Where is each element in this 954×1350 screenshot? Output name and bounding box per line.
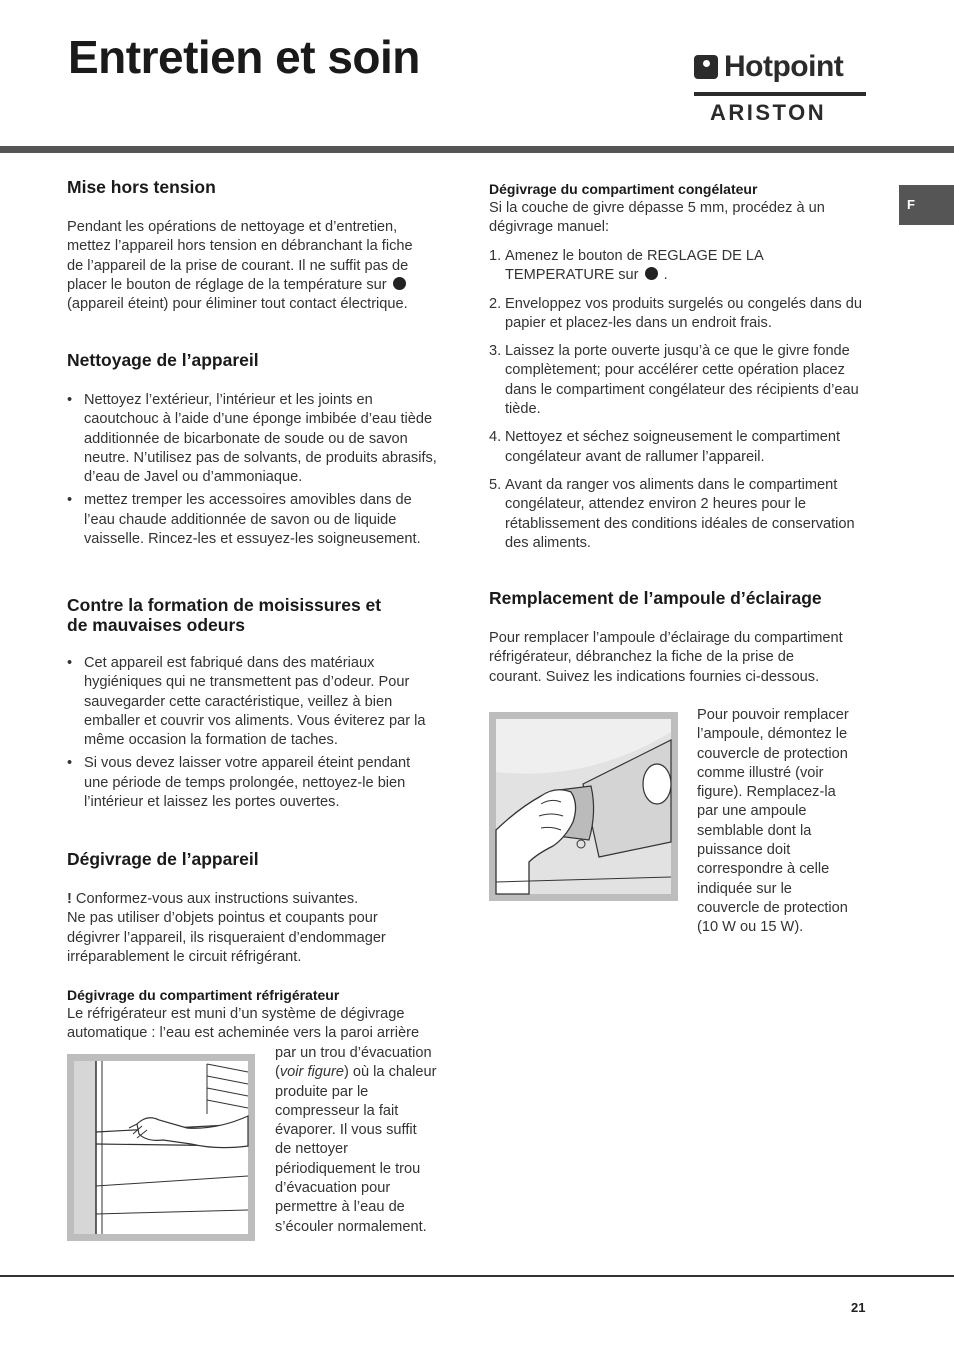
text-line: par un trou d’évacuation xyxy=(275,1045,432,1061)
list-item: 3. Laissez la porte ouverte jusqu’à ce que le givre fonde complètement; pour accélérer cette opération placez dans le compartiment congélateur des récipients d’eau tiède. xyxy=(489,343,859,418)
text-line: comme illustré (voir xyxy=(697,764,824,781)
text-line: couvercle de protection xyxy=(697,745,848,762)
text-line: réfrigérateur, débranchez la fiche de la prise de xyxy=(489,649,795,666)
text-line: produite par le xyxy=(275,1083,369,1100)
warning-icon: ! xyxy=(67,891,72,907)
list-item: • Si vous devez laisser votre appareil éteint pendant une période de temps prolongée, nettoyez-le bien l’intérieur et laissez les portes ouvertes. xyxy=(67,754,437,812)
list-item: 2. Enveloppez vos produits surgelés ou congelés dans du papier et placez-les dans un endroit frais. xyxy=(489,295,862,331)
text-line: périodiquement le trou xyxy=(275,1160,421,1177)
text-line: dégivrer l’appareil, ils risqueraient d’endommager xyxy=(67,929,386,946)
moisissures-list xyxy=(67,654,437,816)
bulb-figure xyxy=(489,712,678,901)
text-line: (voir figure) où la chaleur xyxy=(275,1064,437,1081)
logo-sub: ARISTON xyxy=(710,100,827,125)
list-item: 4. Nettoyez et séchez soigneusement le compartiment congélateur avant de rallumer l’appareil. xyxy=(489,429,841,465)
text-line: (appareil éteint) pour éliminer tout contact électrique. xyxy=(67,296,408,313)
drain-side-text xyxy=(275,1044,455,1237)
text-line: indiquée sur le xyxy=(697,880,792,897)
mise-hors-tension-text xyxy=(67,218,447,314)
warning-line: ! Conformez-vous aux instructions suivantes. xyxy=(67,891,359,907)
text-line: semblable dont la xyxy=(697,822,812,839)
list-item: • Nettoyez l’extérieur, l’intérieur et les joints en caoutchouc à l’aide d’une éponge imbibée d’eau tiède additionnée de bicarbonate de soude ou de savon neutre. N’utilisez pas de solvants, de produits abrasifs, d’eau de Javel ou d’ammoniaque. xyxy=(67,391,445,487)
text-line: s’écouler normalement. xyxy=(275,1218,427,1235)
text-line: d’évacuation pour xyxy=(275,1180,391,1197)
page-number: 21 xyxy=(851,1300,866,1315)
text-line: l’ampoule, démontez le xyxy=(697,726,848,743)
text-line: de l’appareil de la prise de courant. Il ne suffit pas de xyxy=(67,257,409,274)
logo-mark-icon xyxy=(694,55,718,79)
ampoule-intro xyxy=(489,629,879,687)
text-line: placer le bouton de réglage de la température sur xyxy=(67,276,447,295)
logo-divider xyxy=(694,92,866,96)
text-line: puissance doit xyxy=(697,842,791,859)
list-item: 1. Amenez le bouton de REGLAGE DE LA TEMPERATURE sur . xyxy=(489,248,764,284)
text-line: Le réfrigérateur est muni d’un système de dégivrage xyxy=(67,1006,405,1022)
nettoyage-list xyxy=(67,391,445,553)
logo-brand: Hotpoint xyxy=(724,50,844,83)
off-symbol-icon xyxy=(645,267,658,280)
off-symbol-icon xyxy=(393,277,406,290)
text-line: automatique : l’eau est acheminée vers la paroi arrière xyxy=(67,1025,420,1042)
brand-logo xyxy=(694,50,868,126)
text-line: Pour pouvoir remplacer xyxy=(697,707,849,723)
text-line: dégivrage manuel: xyxy=(489,219,610,236)
text-line: couvercle de protection xyxy=(697,899,848,916)
section-heading-mise-hors-tension: Mise hors tension xyxy=(67,177,216,197)
text-line: par une ampoule xyxy=(697,803,807,820)
refrigerateur-text xyxy=(67,1005,447,1044)
sub-heading-refrigerateur: Dégivrage du compartiment réfrigérateur xyxy=(67,987,340,1003)
text-line: courant. Suivez les indications fournies ci-dessous. xyxy=(489,668,820,685)
section-heading-moisissures: Contre la formation de moisissures et de mauvaises odeurs xyxy=(67,595,382,635)
page-title: Entretien et soin xyxy=(68,31,420,83)
congelateur-intro xyxy=(489,199,879,238)
text-line: figure). Remplacez-la xyxy=(697,784,836,801)
section-heading-ampoule: Remplacement de l’ampoule d’éclairage xyxy=(489,588,822,608)
list-item: 5. Avant da ranger vos aliments dans le compartiment congélateur, attendez environ 2 heures pour le rétablissement des conditions idéales de conservation des aliments. xyxy=(489,476,855,551)
text-line: compresseur la fait xyxy=(275,1102,399,1119)
text-line: Pendant les opérations de nettoyage et d’entretien, xyxy=(67,219,398,235)
bulb-illustration xyxy=(489,712,678,901)
text-line: mettez l’appareil hors tension en débranchant la fiche xyxy=(67,238,413,255)
sub-heading-congelateur: Dégivrage du compartiment congélateur xyxy=(489,181,758,197)
section-heading-nettoyage: Nettoyage de l’appareil xyxy=(67,350,259,370)
bulb-side-text xyxy=(697,706,877,938)
text-line: Si la couche de givre dépasse 5 mm, procédez à un xyxy=(489,200,825,216)
text-line: Pour remplacer l’ampoule d’éclairage du compartiment xyxy=(489,630,843,646)
section-heading-degivrage: Dégivrage de l’appareil xyxy=(67,849,259,869)
degivrage-text xyxy=(67,890,447,967)
drain-illustration xyxy=(67,1054,255,1241)
footer-rule xyxy=(0,1275,954,1277)
list-item: • Cet appareil est fabriqué dans des matériaux hygiéniques qui ne transmettent pas d’odeur. Pour sauvegarder cette caractéristique, veillez à bien emballer et couvrir vos aliments. Vous éviterez par la même occasion la formation de taches. xyxy=(67,654,437,750)
text-line: (10 W ou 15 W). xyxy=(697,919,804,936)
congelateur-steps xyxy=(489,247,869,562)
list-item: • mettez tremper les accessoires amovibles dans de l’eau chaude additionnée de savon ou de liquide vaisselle. Rincez-les et essuyez-les soigneusement. xyxy=(67,491,445,549)
text-line: correspondre à celle xyxy=(697,861,830,878)
text-line: Ne pas utiliser d’objets pointus et coupants pour xyxy=(67,910,378,927)
drain-figure xyxy=(67,1054,255,1241)
text-line: permettre à l’eau de xyxy=(275,1199,405,1216)
text-line: irréparablement le circuit réfrigérant. xyxy=(67,948,302,965)
language-tab: F xyxy=(899,185,954,225)
text-line: évaporer. Il vous suffit xyxy=(275,1122,417,1139)
header-rule xyxy=(0,146,954,153)
text-line: de nettoyer xyxy=(275,1141,349,1158)
